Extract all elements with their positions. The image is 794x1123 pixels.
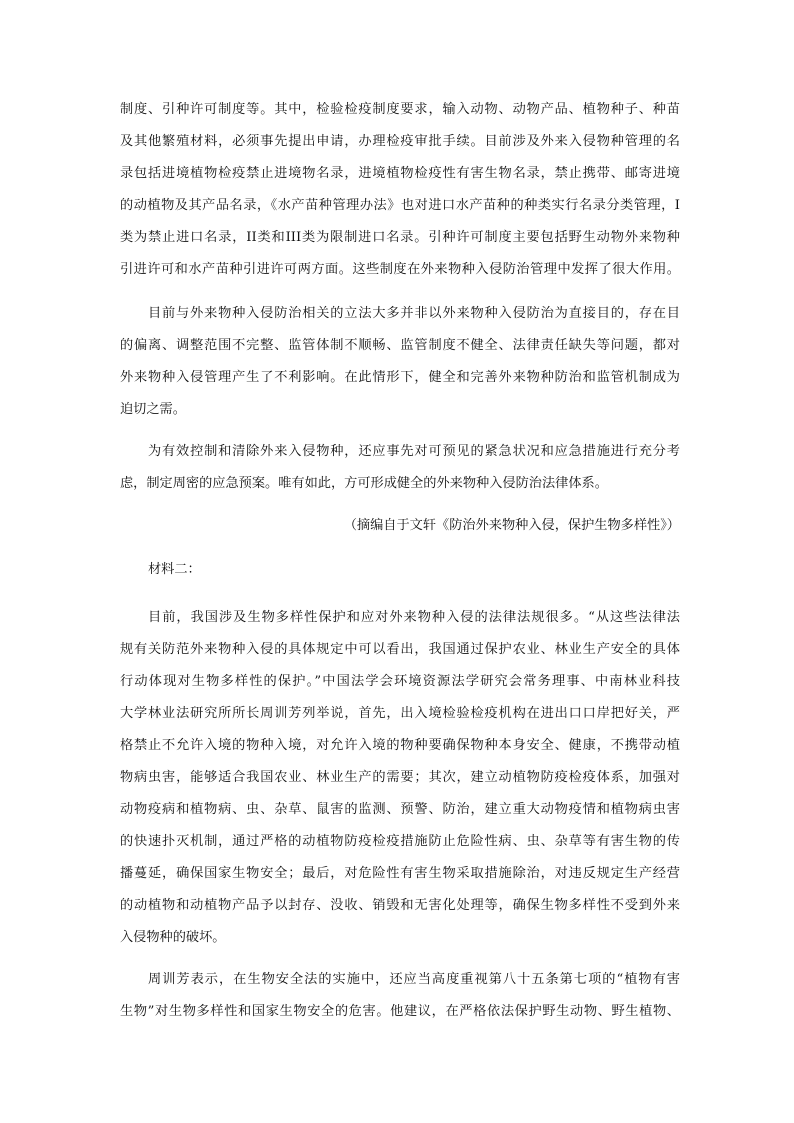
text-line: 规有关防范外来物种入侵的具体规定中可以看出，我国通过保护农业、林业生产安全的具体 bbox=[120, 642, 680, 657]
text-line: 引进许可和水产苗种引进许可两方面。这些制度在外来物种入侵防治管理中发挥了很大作用。 bbox=[120, 262, 680, 277]
text-line: 入侵物种的破坏。 bbox=[120, 930, 226, 945]
text-line: 录包括进境植物检疫禁止进境物名录，进境植物检疫性有害生物名录，禁止携带、邮寄进境 bbox=[120, 166, 680, 181]
section-heading: 材料二： bbox=[148, 562, 201, 577]
text-line: 及其他繁殖材料，必须事先提出申请，办理检疫审批手续。目前涉及外来入侵物种管理的名 bbox=[120, 134, 680, 149]
text-line: 格禁止不允许入境的物种入境，对允许入境的物种要确保物种本身安全、健康，不携带动植 bbox=[120, 738, 680, 753]
text-line: 播蔓延，确保国家生物安全；最后，对危险性有害生物采取措施除治，对违反规定生产经营 bbox=[120, 866, 680, 881]
text-line: 周训芳表示，在生物安全法的实施中，还应当高度重视第八十五条第七项的“植物有害 bbox=[148, 972, 680, 987]
text-line: 迫切之需。 bbox=[120, 402, 186, 417]
text-line: 虑，制定周密的应急预案。唯有如此，方可形成健全的外来物种入侵防治法律体系。 bbox=[120, 476, 608, 491]
text-line: 制度、引种许可制度等。其中，检验检疫制度要求，输入动物、动物产品、植物种子、种苗 bbox=[120, 102, 680, 117]
text-line: 类为禁止进口名录，II类和III类为限制进口名录。引种许可制度主要包括野生动物外来物种 bbox=[120, 230, 680, 245]
text-line: 行动体现对生物多样性的保护。”中国法学会环境资源法学研究会常务理事、中南林业科技 bbox=[120, 674, 680, 689]
text-line: 为有效控制和清除外来入侵物种，还应事先对可预见的紧急状况和应急措施进行充分考 bbox=[148, 444, 680, 459]
text-line: 的偏离、调整范围不完整、监管体制不顺畅、监管制度不健全、法律责任缺失等问题，都对 bbox=[120, 338, 680, 353]
text-line: 生物”对生物多样性和国家生物安全的危害。他建议，在严格依法保护野生动物、野生植物、 bbox=[120, 1004, 680, 1019]
text-line: 物病虫害，能够适合我国农业、林业生产的需要；其次，建立动植物防疫检疫体系，加强对 bbox=[120, 770, 680, 785]
text-line: 的动植物及其产品名录，《水产苗种管理办法》也对进口水产苗种的种类实行名录分类管理，I bbox=[120, 198, 680, 213]
text-line: 大学林业法研究所所长周训芳列举说，首先，出入境检验检疫机构在进出口口岸把好关，严 bbox=[120, 706, 680, 721]
text-line: 目前与外来物种入侵防治相关的立法大多并非以外来物种入侵防治为直接目的，存在目 bbox=[148, 306, 680, 321]
source-attribution: （摘编自于文轩《防治外来物种入侵，保护生物多样性》） bbox=[343, 518, 680, 533]
text-line: 外来物种入侵管理产生了不利影响。在此情形下，健全和完善外来物种防治和监管机制成为 bbox=[120, 370, 680, 385]
text-line: 的快速扑灭机制，通过严格的动植物防疫检疫措施防止危险性病、虫、杂草等有害生物的传 bbox=[120, 834, 680, 849]
text-line: 动物疫病和植物病、虫、杂草、鼠害的监测、预警、防治，建立重大动物疫情和植物病虫害 bbox=[120, 802, 680, 817]
text-line: 的动植物和动植物产品予以封存、没收、销毁和无害化处理等，确保生物多样性不受到外来 bbox=[120, 898, 680, 913]
text-line: 目前，我国涉及生物多样性保护和应对外来物种入侵的法律法规很多。“从这些法律法 bbox=[148, 610, 680, 625]
